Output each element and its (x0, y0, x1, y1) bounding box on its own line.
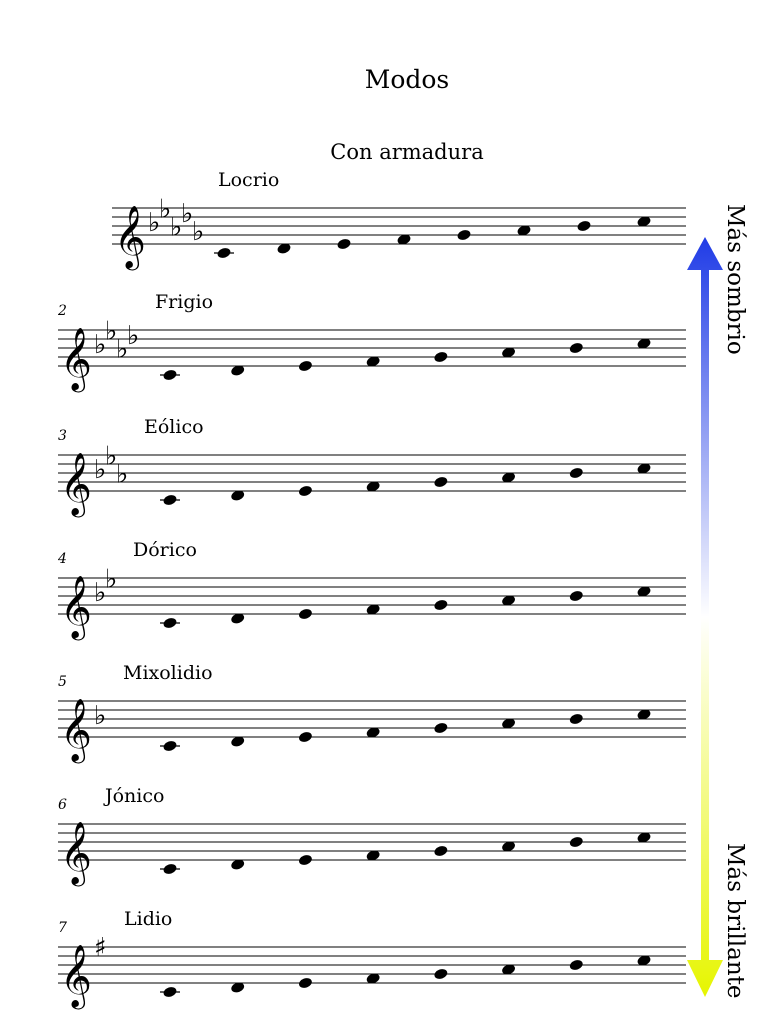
measure-number: 5 (58, 674, 67, 690)
note-head (433, 844, 449, 857)
measure-number: 7 (58, 920, 67, 936)
brightness-arrow (687, 204, 748, 999)
treble-clef-icon: 𝄞 (60, 698, 92, 761)
note-head (298, 730, 314, 743)
measure-number: 6 (58, 797, 67, 813)
flat-icon: ♭ (170, 212, 183, 243)
note-head (298, 607, 314, 620)
note-head (298, 359, 314, 372)
note-head (162, 739, 178, 752)
flat-icon: ♭ (94, 330, 107, 360)
flat-icon: ♭ (94, 455, 107, 485)
flat-icon: ♭ (94, 578, 107, 608)
flat-icon: ♭ (192, 217, 205, 247)
note-head (298, 484, 314, 497)
mode-system (112, 169, 686, 271)
measure-number: 4 (58, 551, 67, 567)
note-head (433, 967, 449, 980)
treble-clef-icon: 𝄞 (60, 327, 92, 390)
flat-icon: ♭ (127, 321, 140, 351)
note-head (162, 862, 178, 875)
mode-name: Locrio (218, 169, 280, 191)
mode-system (57, 539, 686, 641)
mode-name: Lidio (124, 908, 173, 930)
note-head (162, 368, 178, 381)
note-head (576, 219, 592, 232)
note-head (569, 341, 585, 354)
darker-label: Más sombrio (722, 204, 748, 355)
mode-system (58, 662, 686, 764)
flat-icon: ♭ (105, 441, 118, 472)
flat-icon: ♭ (105, 564, 118, 595)
treble-clef-icon: 𝄞 (60, 944, 92, 1007)
mode-system (57, 291, 686, 393)
note-head (336, 237, 352, 250)
brightness-arrow-shape (687, 237, 723, 997)
note-head (162, 985, 178, 998)
sharp-icon: ♯ (94, 933, 107, 963)
note-head (433, 721, 449, 734)
flat-icon: ♭ (116, 334, 129, 365)
note-head (433, 350, 449, 363)
mode-name: Mixolidio (123, 662, 213, 684)
score-subtitle: Con armadura (330, 140, 484, 164)
flat-icon: ♭ (116, 459, 129, 490)
mode-name: Dórico (133, 539, 197, 561)
note-head (569, 958, 585, 971)
measure-number: 2 (58, 303, 67, 319)
note-head (162, 493, 178, 506)
note-head (298, 976, 314, 989)
flat-icon: ♭ (181, 199, 194, 229)
mode-systems (57, 169, 686, 1010)
mode-system (58, 785, 686, 887)
treble-clef-icon: 𝄞 (114, 205, 146, 268)
note-head (569, 589, 585, 602)
treble-clef-icon: 𝄞 (60, 452, 92, 515)
score-title: Modos (364, 65, 450, 94)
flat-icon: ♭ (159, 194, 172, 225)
mode-system (58, 908, 686, 1010)
flat-icon: ♭ (148, 208, 161, 238)
treble-clef-icon: 𝄞 (60, 575, 92, 638)
treble-clef-icon: 𝄞 (60, 821, 92, 884)
note-head (433, 598, 449, 611)
note-head (569, 835, 585, 848)
mode-name: Eólico (144, 416, 204, 438)
note-head (298, 853, 314, 866)
mode-name: Jónico (105, 785, 165, 807)
measure-number: 3 (58, 428, 67, 444)
note-head (216, 246, 232, 259)
note-head (569, 712, 585, 725)
note-head (433, 475, 449, 488)
flat-icon: ♭ (94, 701, 107, 731)
note-head (162, 616, 178, 629)
flat-icon: ♭ (105, 316, 118, 347)
brighter-label: Más brillante (722, 843, 748, 999)
note-head (456, 228, 472, 241)
mode-system (58, 416, 686, 518)
mode-name: Frigio (155, 291, 214, 313)
note-head (569, 466, 585, 479)
